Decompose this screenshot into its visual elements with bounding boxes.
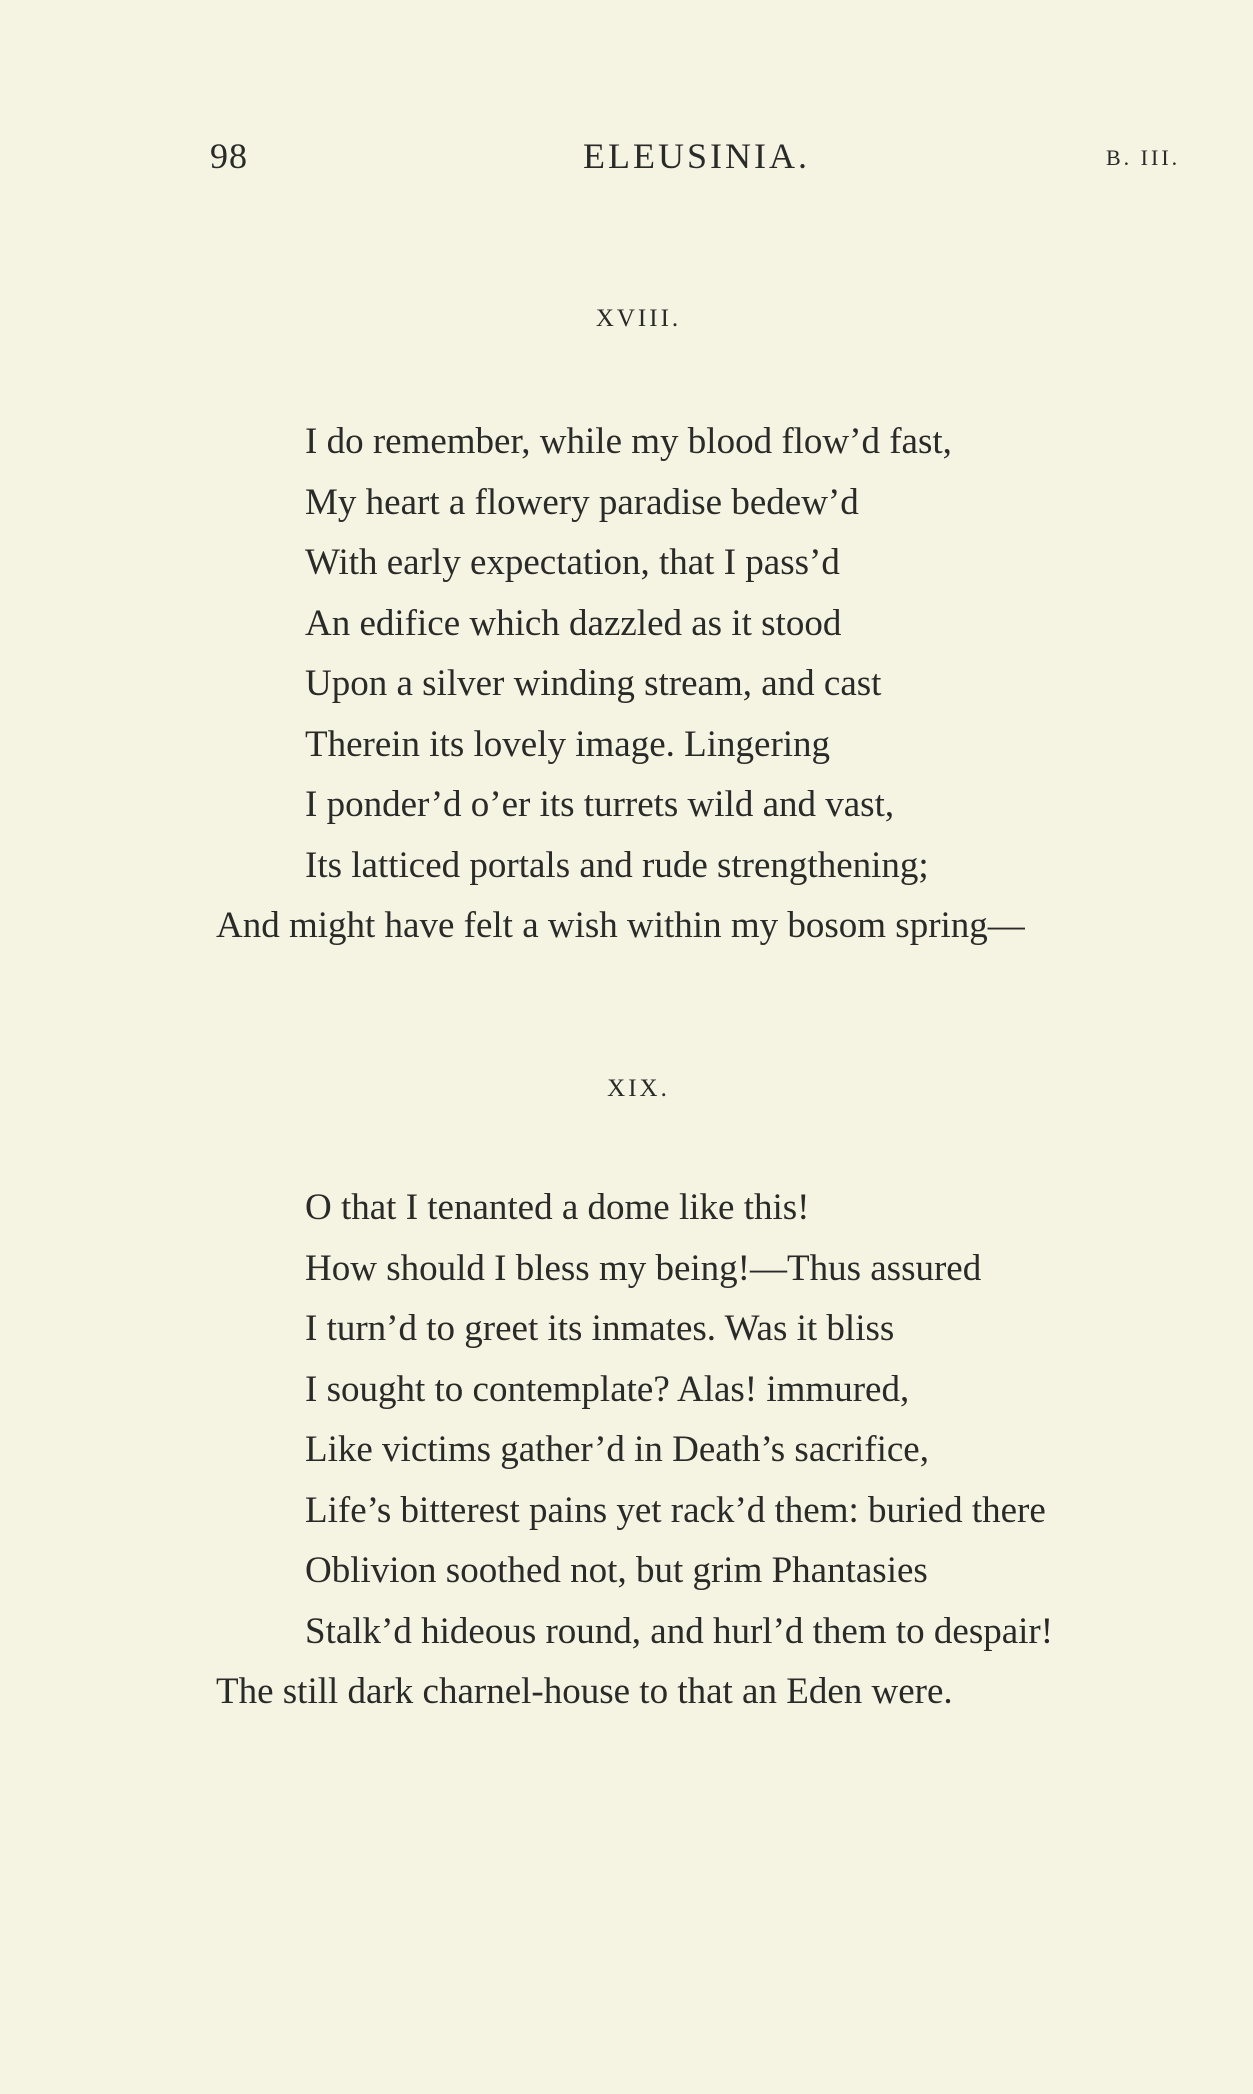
verse-line: Stalk’d hideous round, and hurl’d them to despair! bbox=[305, 1610, 1054, 1652]
verse-line: Life’s bitterest pains yet rack’d them: buried there bbox=[305, 1489, 1046, 1531]
verse-line: I ponder’d o’er its turrets wild and vast, bbox=[305, 784, 895, 825]
verse-line: O that I tenanted a dome like this! bbox=[305, 1187, 810, 1228]
verse-line: My heart a flowery paradise bedew’d bbox=[305, 481, 859, 523]
book-reference: B. III. bbox=[1106, 145, 1181, 170]
stanza-verse bbox=[0, 1178, 1253, 1723]
verse-line: Its latticed portals and rude strengthening; bbox=[305, 844, 929, 886]
alexandrine-line: And might have felt a wish within my bosom spring— bbox=[216, 905, 1025, 946]
page-number: 98 bbox=[210, 136, 248, 176]
verse-line: An edifice which dazzled as it stood bbox=[305, 602, 842, 644]
running-head bbox=[0, 135, 1253, 185]
verse-line: How should I bless my being!—Thus assured bbox=[305, 1247, 982, 1289]
verse-line: Like victims gather’d in Death’s sacrifice, bbox=[305, 1429, 929, 1470]
verse-line: Oblivion soothed not, but grim Phantasies bbox=[305, 1550, 928, 1591]
verse-line: Therein its lovely image. Lingering bbox=[305, 723, 831, 765]
verse-line: I do remember, while my blood flow’d fast, bbox=[305, 421, 952, 462]
alexandrine-line: The still dark charnel-house to that an Eden were. bbox=[216, 1671, 953, 1712]
verse-line: I sought to contemplate? Alas! immured, bbox=[305, 1368, 910, 1410]
running-title: ELEUSINIA. bbox=[583, 136, 810, 176]
stanza-verse bbox=[0, 412, 1253, 957]
verse-line: With early expectation, that I pass’d bbox=[305, 542, 840, 583]
stanza-number: XVIII. bbox=[595, 305, 682, 332]
verse-line: I turn’d to greet its inmates. Was it bliss bbox=[305, 1308, 895, 1349]
verse-line: Upon a silver winding stream, and cast bbox=[305, 663, 882, 704]
stanza-number: XIX. bbox=[607, 1075, 670, 1102]
